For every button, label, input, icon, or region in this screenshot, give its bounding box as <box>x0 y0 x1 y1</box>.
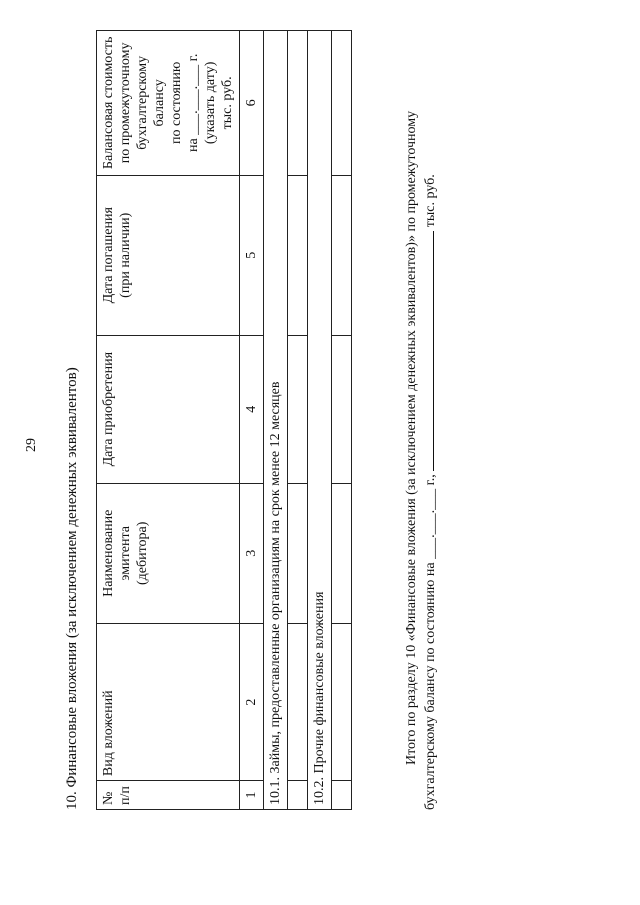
cell <box>288 624 308 781</box>
cell <box>332 483 352 624</box>
header-num: № п/п <box>97 781 240 810</box>
summary-text <box>402 30 440 810</box>
header-investment-type: Вид вложений <box>97 624 240 781</box>
summary-line-2 <box>421 30 440 810</box>
header-balance-value: Балансовая стоимость по промежуточному бухгалтерскому балансу по состоянию на ___.___.___ г. (указать дату) тыс. руб. <box>97 31 240 176</box>
section-label: 10.2. Прочие финансовые вложения <box>308 31 332 810</box>
cell <box>288 31 308 176</box>
column-number: 4 <box>240 335 264 483</box>
header-row <box>97 31 240 810</box>
cell <box>288 175 308 335</box>
summary-suffix: тыс. руб. <box>423 174 438 228</box>
cell <box>332 31 352 176</box>
table-row <box>288 31 308 810</box>
cell <box>288 335 308 483</box>
column-number-row <box>240 31 264 810</box>
cell <box>332 781 352 810</box>
table-row <box>332 31 352 810</box>
financial-investments-table <box>96 30 352 810</box>
column-number: 2 <box>240 624 264 781</box>
section-row-other <box>308 31 332 810</box>
header-maturity-date: Дата погашения (при наличии) <box>97 175 240 335</box>
cell <box>288 781 308 810</box>
column-number: 6 <box>240 31 264 176</box>
summary-prefix: бухгалтерскому балансу по состоянию на <box>423 562 438 810</box>
cell <box>288 483 308 624</box>
column-number: 5 <box>240 175 264 335</box>
header-issuer: Наименование эмитента (дебитора) <box>97 483 240 624</box>
column-number: 1 <box>240 781 264 810</box>
summary-date: ___.___.___ г., <box>423 474 438 559</box>
header-acquisition-date: Дата приобретения <box>97 335 240 483</box>
section-label: 10.1. Займы, предоставленные организациям на срок менее 12 месяцев <box>264 31 288 810</box>
page-number: 29 <box>24 438 39 452</box>
cell <box>332 335 352 483</box>
cell <box>332 175 352 335</box>
column-number: 3 <box>240 483 264 624</box>
cell <box>332 624 352 781</box>
section-title: 10. Финансовые вложения (за исключением денежных эквивалентов) <box>64 367 80 810</box>
section-row-loans <box>264 31 288 810</box>
summary-amount-blank <box>421 231 434 471</box>
summary-line-1: Итого по разделу 10 «Финансовые вложения (за исключением денежных эквивалентов)» по промежуточному <box>404 110 419 765</box>
